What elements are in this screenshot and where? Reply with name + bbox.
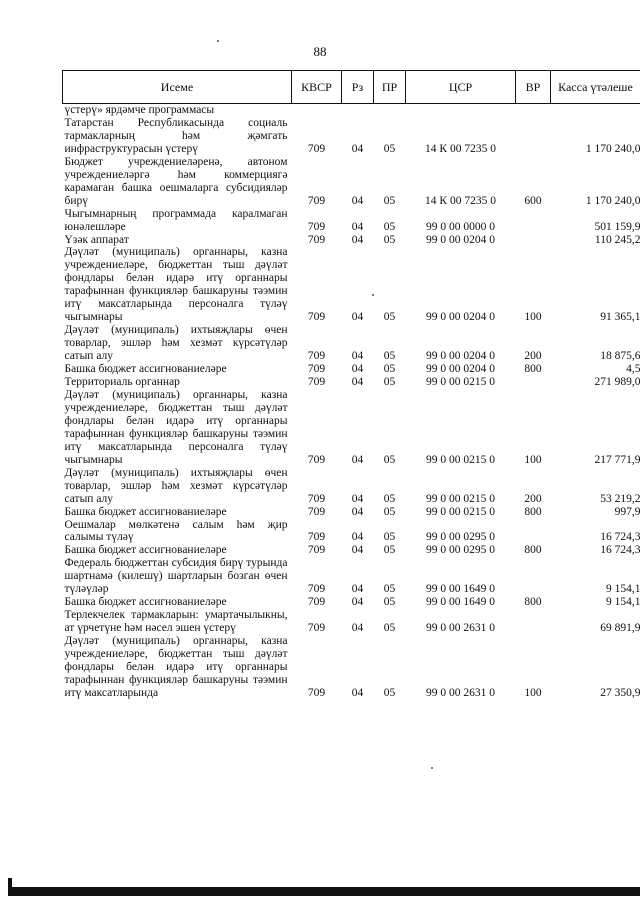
row-pr: 05 bbox=[383, 583, 396, 596]
scan-border-left bbox=[8, 878, 12, 896]
row-name: Территориаль органнар bbox=[64, 376, 180, 389]
table-row bbox=[63, 324, 640, 363]
row-vr: 200 bbox=[524, 350, 542, 363]
row-vr: 800 bbox=[524, 363, 542, 376]
row-cash-execution: 16 724,3 bbox=[600, 544, 640, 557]
row-csr: 99 0 00 0204 0 bbox=[426, 233, 495, 246]
row-pr: 05 bbox=[383, 194, 396, 207]
row-csr: 14 К 00 7235 0 bbox=[425, 142, 496, 155]
scan-border-bottom bbox=[8, 887, 640, 896]
row-pr: 05 bbox=[383, 376, 396, 389]
row-kvsr: 709 bbox=[307, 453, 326, 466]
row-kvsr: 709 bbox=[307, 142, 326, 155]
row-rz: 04 bbox=[351, 233, 364, 246]
row-name: Оешмалар мөлкәтенә салым һәм җир салымы түләү bbox=[64, 518, 288, 544]
row-rz: 04 bbox=[351, 544, 364, 557]
row-csr: 99 0 00 0204 0 bbox=[426, 350, 495, 363]
row-cash-execution: 997,9 bbox=[614, 505, 640, 518]
row-csr: 99 0 00 0000 0 bbox=[426, 220, 495, 233]
row-pr: 05 bbox=[383, 531, 396, 544]
row-name: Бюджет учреждениеләренә, автоном учреждениеләргә һәм коммерциягә карамаган башка оешмаларга субсидияләр бирү bbox=[64, 155, 288, 207]
row-pr: 05 bbox=[383, 311, 396, 324]
header-kvsr: КВСР bbox=[292, 71, 342, 104]
row-cash-execution: 69 891,9 bbox=[600, 622, 640, 635]
row-pr: 05 bbox=[383, 350, 396, 363]
row-kvsr: 709 bbox=[307, 363, 326, 376]
row-cash-execution: 53 219,2 bbox=[600, 492, 640, 505]
row-vr: 800 bbox=[524, 505, 542, 518]
row-cash-execution: 217 771,9 bbox=[594, 453, 640, 466]
row-pr: 05 bbox=[383, 142, 396, 155]
table-row bbox=[63, 376, 640, 389]
row-rz: 04 bbox=[351, 350, 364, 363]
row-csr: 99 0 00 0204 0 bbox=[426, 363, 495, 376]
row-rz bbox=[342, 104, 374, 117]
table-row bbox=[63, 208, 640, 234]
row-rz: 04 bbox=[351, 453, 364, 466]
row-kvsr bbox=[292, 104, 342, 117]
row-name: Үзәк аппарат bbox=[64, 233, 129, 246]
row-rz: 04 bbox=[351, 596, 364, 609]
table-row bbox=[63, 117, 640, 156]
table-row bbox=[63, 234, 640, 247]
row-vr: 800 bbox=[524, 596, 542, 609]
row-pr: 05 bbox=[383, 544, 396, 557]
header-cash-execution: Касса үтәлеше bbox=[551, 71, 640, 104]
row-csr: 99 0 00 0295 0 bbox=[426, 531, 495, 544]
row-kvsr: 709 bbox=[307, 220, 326, 233]
row-pr: 05 bbox=[383, 596, 396, 609]
header-vr: ВР bbox=[516, 71, 551, 104]
row-cash-execution: 1 170 240,0 bbox=[585, 142, 640, 155]
row-name: Дәүләт (муниципаль) органнары, казна учреждениеләре, бюджеттан тыш дәүләт фондлары белән идарә итү органнары тарафыннан функцияләр башкаруны тәэмин итү максатларында персоналга түләү чыгымнары bbox=[64, 388, 288, 466]
row-kvsr: 709 bbox=[307, 311, 326, 324]
budget-execution-table bbox=[62, 70, 640, 700]
row-kvsr: 709 bbox=[307, 583, 326, 596]
row-rz: 04 bbox=[351, 505, 364, 518]
header-csr: ЦСР bbox=[406, 71, 516, 104]
table-row bbox=[63, 156, 640, 208]
row-name: Федераль бюджеттан субсидия бирү турында шартнамә (килешү) шартларын бозган өчен түләүләр bbox=[64, 557, 288, 596]
header-pr: ПР bbox=[374, 71, 406, 104]
row-vr bbox=[516, 104, 551, 117]
row-rz: 04 bbox=[351, 220, 364, 233]
table-row bbox=[63, 596, 640, 609]
row-name: Дәүләт (муниципаль) ихтыяҗлары өчен товарлар, эшләр һәм хезмәт күрсәтүләр сатып алу bbox=[64, 466, 288, 505]
table-row bbox=[63, 609, 640, 635]
row-pr: 05 bbox=[383, 233, 396, 246]
row-cash-execution: 9 154,1 bbox=[606, 583, 640, 596]
row-cash-execution: 271 989,0 bbox=[594, 376, 640, 389]
row-vr bbox=[516, 557, 551, 596]
row-kvsr: 709 bbox=[307, 350, 326, 363]
table-row bbox=[63, 544, 640, 557]
row-kvsr: 709 bbox=[307, 505, 326, 518]
row-vr bbox=[516, 609, 551, 635]
row-pr: 05 bbox=[383, 492, 396, 505]
row-vr: 100 bbox=[524, 453, 542, 466]
row-csr: 99 0 00 2631 0 bbox=[426, 622, 495, 635]
row-vr: 600 bbox=[524, 194, 542, 207]
row-csr: 99 0 00 2631 0 bbox=[426, 686, 495, 699]
row-vr bbox=[516, 519, 551, 545]
row-name: Башка бюджет ассигнованиеләре bbox=[64, 505, 227, 518]
table-row bbox=[63, 246, 640, 324]
row-csr: 99 0 00 1649 0 bbox=[426, 583, 495, 596]
row-vr bbox=[516, 117, 551, 156]
row-name: Чыгымнарның программада каралмаган юнәлешләре bbox=[64, 207, 288, 233]
row-cash-execution: 9 154,1 bbox=[606, 596, 640, 609]
row-rz: 04 bbox=[351, 622, 364, 635]
row-vr: 100 bbox=[524, 311, 542, 324]
row-csr: 99 0 00 0215 0 bbox=[426, 453, 495, 466]
row-vr bbox=[516, 234, 551, 247]
table-body bbox=[63, 104, 640, 700]
header-name: Исеме bbox=[63, 71, 292, 104]
row-kvsr: 709 bbox=[307, 194, 326, 207]
row-pr bbox=[374, 104, 406, 117]
row-name: Башка бюджет ассигнованиеләре bbox=[64, 544, 227, 557]
row-name: Дәүләт (муниципаль) органнары, казна учреждениеләре, бюджеттан тыш дәүләт фондлары белән идарә итү органнары тарафыннан функцияләр башкаруны тәэмин итү максатларында bbox=[64, 635, 288, 699]
row-rz: 04 bbox=[351, 583, 364, 596]
row-name: үстерү» ярдәмче программасы bbox=[64, 104, 215, 116]
table-row bbox=[63, 557, 640, 596]
row-cash-execution: 110 245,2 bbox=[594, 233, 640, 246]
header-rz: Рз bbox=[342, 71, 374, 104]
row-name: Дәүләт (муниципаль) органнары, казна учреждениеләре, бюджеттан тыш дәүләт фондлары белән идарә итү органнары тарафыннан функцияләр башкаруны тәэмин итү максатларында персоналга түләү чыгымнары bbox=[64, 246, 288, 324]
row-vr bbox=[516, 376, 551, 389]
row-csr: 99 0 00 0204 0 bbox=[426, 311, 495, 324]
page-number: 88 bbox=[313, 44, 327, 59]
row-pr: 05 bbox=[383, 453, 396, 466]
row-vr: 200 bbox=[524, 492, 542, 505]
row-kvsr: 709 bbox=[307, 531, 326, 544]
scan-speck bbox=[431, 767, 433, 769]
row-cash-execution bbox=[551, 104, 640, 117]
row-rz: 04 bbox=[351, 376, 364, 389]
row-csr: 99 0 00 0215 0 bbox=[426, 492, 495, 505]
row-rz: 04 bbox=[351, 363, 364, 376]
row-cash-execution: 501 159,9 bbox=[594, 220, 640, 233]
row-rz: 04 bbox=[351, 492, 364, 505]
row-vr bbox=[516, 208, 551, 234]
row-rz: 04 bbox=[351, 686, 364, 699]
row-kvsr: 709 bbox=[307, 492, 326, 505]
row-kvsr: 709 bbox=[307, 622, 326, 635]
row-pr: 05 bbox=[383, 622, 396, 635]
table-row bbox=[63, 635, 640, 700]
row-cash-execution: 27 350,9 bbox=[600, 686, 640, 699]
row-vr: 800 bbox=[524, 544, 542, 557]
table-row bbox=[63, 506, 640, 519]
row-kvsr: 709 bbox=[307, 686, 326, 699]
table-row bbox=[63, 389, 640, 467]
row-rz: 04 bbox=[351, 194, 364, 207]
row-cash-execution: 91 365,1 bbox=[600, 311, 640, 324]
row-pr: 05 bbox=[383, 363, 396, 376]
row-csr: 99 0 00 0215 0 bbox=[426, 505, 495, 518]
row-rz: 04 bbox=[351, 531, 364, 544]
row-pr: 05 bbox=[383, 686, 396, 699]
row-pr: 05 bbox=[383, 505, 396, 518]
row-name: Татарстан Республикасында социаль тармакларның һәм җәмгать инфраструктурасын үстерү bbox=[64, 116, 288, 155]
row-name: Дәүләт (муниципаль) ихтыяҗлары өчен товарлар, эшләр һәм хезмәт күрсәтүләр сатып алу bbox=[64, 324, 288, 363]
row-cash-execution: 4,5 bbox=[626, 363, 640, 376]
row-kvsr: 709 bbox=[307, 376, 326, 389]
row-cash-execution: 16 724,3 bbox=[600, 531, 640, 544]
row-pr: 05 bbox=[383, 220, 396, 233]
row-rz: 04 bbox=[351, 142, 364, 155]
table-row bbox=[63, 519, 640, 545]
table-row bbox=[63, 467, 640, 506]
row-name: Башка бюджет ассигнованиеләре bbox=[64, 596, 227, 609]
row-cash-execution: 1 170 240,0 bbox=[585, 194, 640, 207]
table-row bbox=[63, 104, 640, 117]
row-name: Терлекчелек тармакларын: умартачылыкны, ат үрчетүне һәм нәсел эшен үстерү bbox=[64, 609, 288, 635]
row-cash-execution: 18 875,6 bbox=[600, 350, 640, 363]
row-kvsr: 709 bbox=[307, 596, 326, 609]
table-row bbox=[63, 363, 640, 376]
row-csr: 99 0 00 0215 0 bbox=[426, 376, 495, 389]
row-kvsr: 709 bbox=[307, 544, 326, 557]
row-csr bbox=[406, 104, 516, 117]
row-kvsr: 709 bbox=[307, 233, 326, 246]
row-csr: 99 0 00 1649 0 bbox=[426, 596, 495, 609]
table-header-row bbox=[63, 71, 640, 104]
row-rz: 04 bbox=[351, 311, 364, 324]
row-name: Башка бюджет ассигнованиеләре bbox=[64, 363, 227, 376]
row-csr: 99 0 00 0295 0 bbox=[426, 544, 495, 557]
row-vr: 100 bbox=[524, 686, 542, 699]
row-csr: 14 К 00 7235 0 bbox=[425, 194, 496, 207]
scan-speck bbox=[217, 40, 219, 42]
